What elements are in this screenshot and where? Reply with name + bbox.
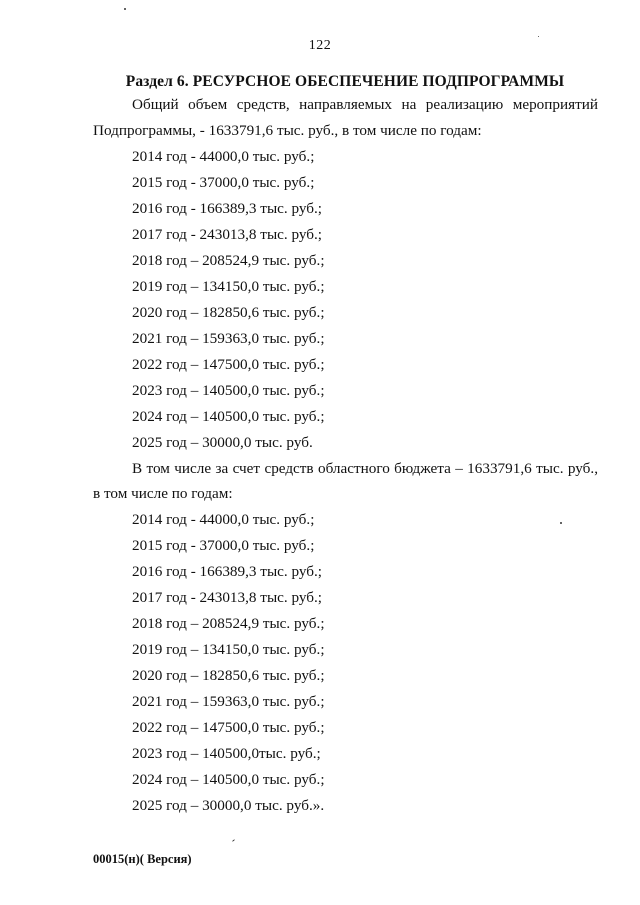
list-item: 2024 год – 140500,0 тыс. руб.; [132, 408, 325, 425]
list-item: 2017 год - 243013,8 тыс. руб.; [132, 589, 323, 606]
list-item: 2019 год – 134150,0 тыс. руб.; [132, 278, 325, 295]
list-item: 2019 год – 134150,0 тыс. руб.; [132, 641, 325, 658]
list-item: 2020 год – 182850,6 тыс. руб.; [132, 304, 325, 321]
list-item: 2015 год - 37000,0 тыс. руб.; [132, 174, 315, 191]
list-item: 2022 год – 147500,0 тыс. руб.; [132, 356, 325, 373]
list-item: 2015 год - 37000,0 тыс. руб.; [132, 537, 315, 554]
list-item: 2018 год – 208524,9 тыс. руб.; [132, 615, 325, 632]
list-item: 2021 год – 159363,0 тыс. руб.; [132, 693, 325, 710]
intro-line-1: Общий объем средств, направляемых на реализацию мероприятий [132, 96, 598, 113]
list-item: 2025 год – 30000,0 тыс. руб.». [132, 797, 325, 814]
list-item: 2020 год – 182850,6 тыс. руб.; [132, 667, 325, 684]
scan-speck [538, 36, 539, 37]
list-item: 2023 год – 140500,0тыс. руб.; [132, 745, 321, 762]
scan-speck [232, 839, 235, 842]
document-code: 00015(н)( Версия) [93, 852, 192, 866]
list-item: 2016 год - 166389,3 тыс. руб.; [132, 200, 323, 217]
list-item: 2021 год – 159363,0 тыс. руб.; [132, 330, 325, 347]
list-item: 2014 год - 44000,0 тыс. руб.; [132, 511, 315, 528]
list-item: 2016 год - 166389,3 тыс. руб.; [132, 563, 323, 580]
list-item: 2018 год – 208524,9 тыс. руб.; [132, 252, 325, 269]
list-item: 2017 год - 243013,8 тыс. руб.; [132, 226, 323, 243]
section-title: Раздел 6. РЕСУРСНОЕ ОБЕСПЕЧЕНИЕ ПОДПРОГРАММЫ [125, 73, 565, 90]
regional-line-2: в том числе по годам: [93, 485, 233, 502]
list-item: 2025 год – 30000,0 тыс. руб. [132, 434, 313, 451]
list-item: 2014 год - 44000,0 тыс. руб.; [132, 148, 315, 165]
list-item: 2024 год – 140500,0 тыс. руб.; [132, 771, 325, 788]
list-item: 2022 год – 147500,0 тыс. руб.; [132, 719, 325, 736]
total-by-year-list [132, 144, 325, 456]
regional-line-1: В том числе за счет средств областного бюджета – 1633791,6 тыс. руб., [132, 460, 598, 477]
scan-speck [560, 522, 562, 524]
list-item: 2023 год – 140500,0 тыс. руб.; [132, 382, 325, 399]
page-number: 122 [308, 38, 332, 53]
scan-speck [124, 8, 126, 10]
intro-line-2: Подпрограммы, - 1633791,6 тыс. руб., в том числе по годам: [93, 122, 482, 139]
regional-by-year-list [132, 507, 325, 819]
